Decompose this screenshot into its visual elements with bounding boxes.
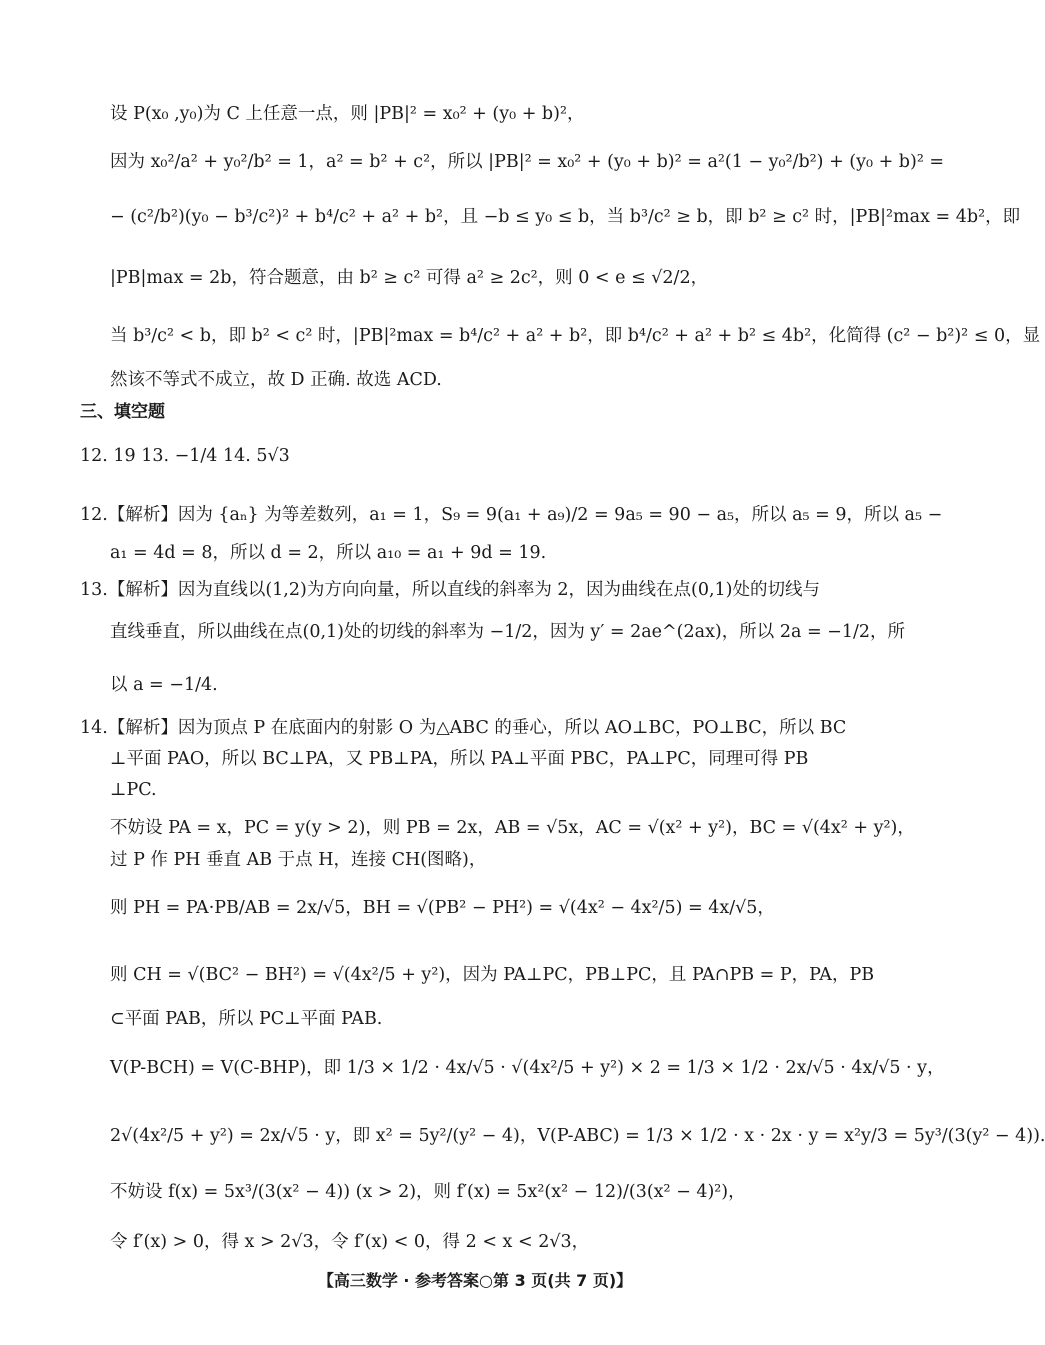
text-line: ⊥平面 PAO，所以 BC⊥PA，又 PB⊥PA，所以 PA⊥平面 PBC，PA⊥PC，同理可得 PB (110, 749, 809, 769)
text-line: a₁ = 4d = 8，所以 d = 2，所以 a₁₀ = a₁ + 9d = 19. (110, 543, 547, 563)
text-line: 然该不等式不成立，故 D 正确. 故选 ACD. (110, 370, 442, 390)
text-line: ⊂平面 PAB，所以 PC⊥平面 PAB. (110, 1009, 383, 1029)
section-heading: 三、填空题 (80, 402, 165, 422)
text-line: ⊥PC. (110, 780, 157, 800)
text-line: V(P-BCH) = V(C-BHP)，即 1/3 × 1/2 · 4x/√5 · √(4x²/5 + y²) × 2 = 1/3 × 1/2 · 2x/√5 · 4x/√5 · y， (110, 1058, 945, 1078)
text-line: 14.【解析】因为顶点 P 在底面内的射影 O 为△ABC 的垂心，所以 AO⊥BC，PO⊥BC，所以 BC (80, 718, 847, 738)
text-line: 设 P(x₀ ,y₀)为 C 上任意一点，则 |PB|² = x₀² + (y₀ + b)²， (110, 104, 585, 124)
text-line: 以 a = −1/4. (110, 675, 218, 695)
text-line: 则 CH = √(BC² − BH²) = √(4x²/5 + y²)，因为 PA⊥PC，PB⊥PC，且 PA∩PB = P，PA，PB (110, 965, 875, 985)
text-line: 因为 x₀²/a² + y₀²/b² = 1，a² = b² + c²，所以 |PB|² = x₀² + (y₀ + b)² = a²(1 − y₀²/b²) + (y₀ + b)² = (110, 152, 945, 172)
page-footer: 【高三数学 · 参考答案○第 3 页(共 7 页)】 (317, 1271, 633, 1290)
text-line: 2√(4x²/5 + y²) = 2x/√5 · y，即 x² = 5y²/(y² − 4)，V(P-ABC) = 1/3 × 1/2 · x · 2x · y = x²y/3 = 5y³/(3(y² − 4)). (110, 1126, 1045, 1146)
text-line: − (c²/b²)(y₀ − b³/c²)² + b⁴/c² + a² + b²，且 −b ≤ y₀ ≤ b，当 b³/c² ≥ b，即 b² ≥ c² 时，|PB|²max = 4b²，即 (110, 207, 1021, 227)
text-line: 过 P 作 PH 垂直 AB 于点 H，连接 CH(图略)， (110, 850, 487, 870)
text-line: 令 f′(x) > 0，得 x > 2√3，令 f′(x) < 0，得 2 < x < 2√3， (110, 1232, 590, 1252)
text-line: 不妨设 f(x) = 5x³/(3(x² − 4)) (x > 2)，则 f′(x) = 5x²(x² − 12)/(3(x² − 4)²)， (110, 1182, 746, 1202)
text-line: 12.【解析】因为 {aₙ} 为等差数列，a₁ = 1，S₉ = 9(a₁ + a₉)/2 = 9a₅ = 90 − a₅，所以 a₅ = 9，所以 a₅ − (80, 505, 943, 525)
text-line: 不妨设 PA = x，PC = y(y > 2)，则 PB = 2x，AB = √5x，AC = √(x² + y²)，BC = √(4x² + y²)， (110, 818, 915, 838)
answer-summary: 12. 19 13. −1/4 14. 5√3 (80, 446, 290, 466)
text-line: 直线垂直，所以曲线在点(0,1)处的切线的斜率为 −1/2，因为 y′ = 2ae^(2ax)，所以 2a = −1/2，所 (110, 622, 906, 642)
text-line: |PB|max = 2b，符合题意，由 b² ≥ c² 可得 a² ≥ 2c²，则 0 < e ≤ √2/2， (110, 268, 709, 288)
text-line: 13.【解析】因为直线以(1,2)为方向向量，所以直线的斜率为 2，因为曲线在点(0,1)处的切线与 (80, 580, 820, 600)
text-line: 则 PH = PA·PB/AB = 2x/√5，BH = √(PB² − PH²) = √(4x² − 4x²/5) = 4x/√5， (110, 898, 775, 918)
text-line: 当 b³/c² < b，即 b² < c² 时，|PB|²max = b⁴/c² + a² + b²，即 b⁴/c² + a² + b² ≤ 4b²，化简得 (c² − b²)² ≤ 0，显 (110, 326, 1041, 346)
